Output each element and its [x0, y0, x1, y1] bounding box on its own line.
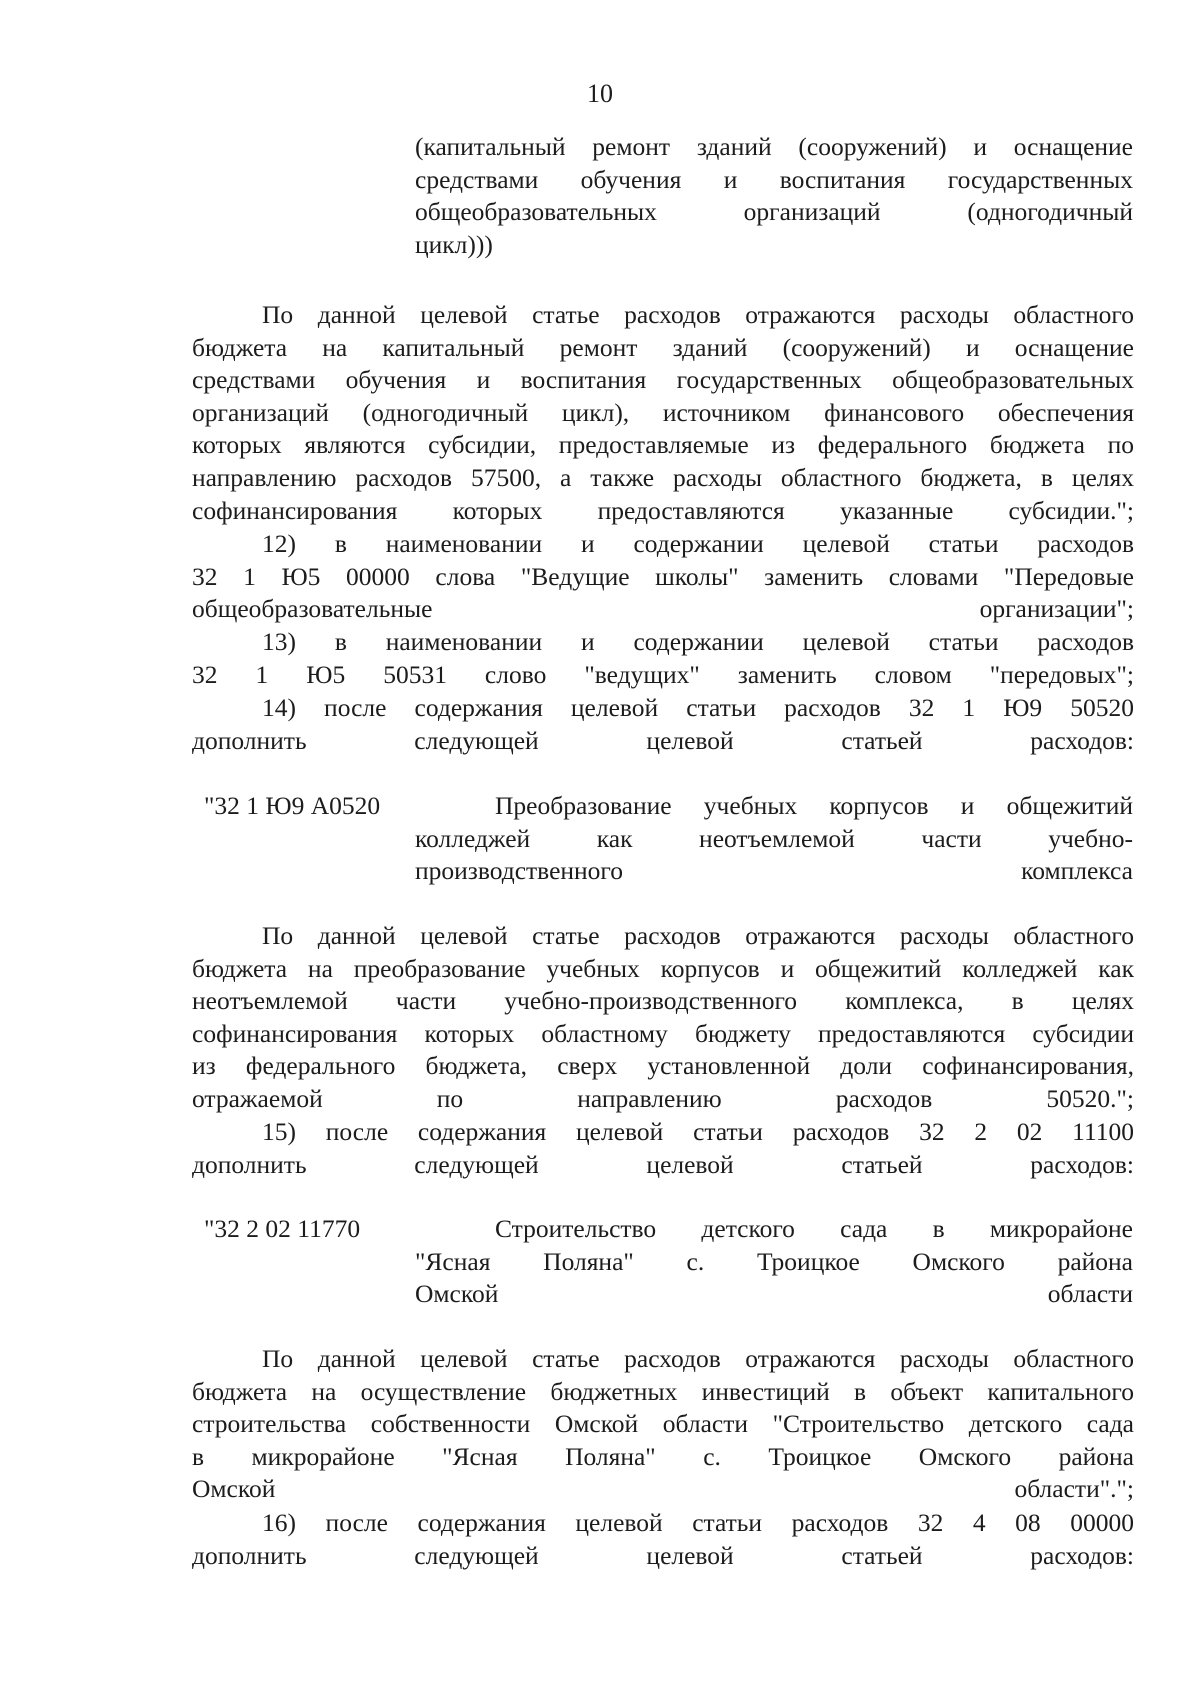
- text-line: отражаемой по направлению расходов 50520.";: [192, 1083, 1134, 1113]
- expense-code: "32 1 Ю9 А0520: [204, 791, 381, 820]
- text-line: общеобразовательные организации";: [192, 594, 1134, 624]
- text-line: 15) после содержания целевой статьи расходов 32 2 02 11100: [262, 1117, 1134, 1146]
- text-line: организаций (одногодичный цикл), источником финансового обеспечения: [192, 397, 1134, 427]
- text-line: средствами обучения и воспитания государственных общеобразовательных: [192, 365, 1134, 395]
- text-line: Омской области".";: [192, 1474, 1134, 1504]
- text-line: бюджета на осуществление бюджетных инвестиций в объект капитального: [192, 1376, 1134, 1406]
- text-line: Омской области: [415, 1279, 1133, 1309]
- text-line: дополнить следующей целевой статьей расходов:: [192, 1540, 1134, 1570]
- text-line: направлению расходов 57500, а также расходы областного бюджета, в целях: [192, 462, 1134, 492]
- text-line: Строительство детского сада в микрорайоне: [495, 1214, 1133, 1243]
- paragraph-description-3: [192, 1343, 1134, 1506]
- amendment-item-16: [192, 1507, 1134, 1572]
- text-line: строительства собственности Омской области "Строительство детского сада: [192, 1409, 1134, 1439]
- text-line: общеобразовательных организаций (одногодичный: [415, 197, 1133, 227]
- text-line: (капитальный ремонт зданий (сооружений) и оснащение: [415, 132, 1133, 161]
- text-line: дополнить следующей целевой статьей расходов:: [192, 725, 1134, 755]
- text-line: 16) после содержания целевой статьи расходов 32 4 08 00000: [262, 1508, 1134, 1537]
- amendment-item-12: [192, 528, 1134, 626]
- expense-title: [415, 790, 1133, 888]
- text-line: софинансирования которых предоставляются указанные субсидии.";: [192, 495, 1134, 525]
- text-line: 32 1 Ю5 50531 слово "ведущих" заменить словом "передовых";: [192, 659, 1134, 689]
- text-line: из федерального бюджета, сверх установленной доли софинансирования,: [192, 1051, 1134, 1081]
- text-line: производственного комплекса: [415, 856, 1133, 886]
- text-line: По данной целевой статье расходов отражаются расходы областного: [262, 1344, 1134, 1373]
- text-line: средствами обучения и воспитания государственных: [415, 164, 1133, 194]
- text-line: По данной целевой статье расходов отражаются расходы областного: [262, 300, 1134, 329]
- text-line: 12) в наименовании и содержании целевой статьи расходов: [262, 529, 1134, 558]
- amendment-item-15: [192, 1116, 1134, 1181]
- expense-title: [415, 1213, 1133, 1311]
- text-line: бюджета на преобразование учебных корпусов и общежитий колледжей как: [192, 953, 1134, 983]
- amendment-item-14: [192, 692, 1134, 757]
- text-line: которых являются субсидии, предоставляемые из федерального бюджета по: [192, 430, 1134, 460]
- heading-continuation: [415, 131, 1133, 261]
- text-line: в микрорайоне "Ясная Поляна" с. Троицкое Омского района: [192, 1441, 1134, 1471]
- text-line: Преобразование учебных корпусов и общежитий: [495, 791, 1133, 820]
- text-line: "Ясная Поляна" с. Троицкое Омского района: [415, 1246, 1133, 1276]
- text-line: 14) после содержания целевой статьи расходов 32 1 Ю9 50520: [262, 693, 1134, 722]
- expense-code: "32 2 02 11770: [204, 1214, 361, 1243]
- text-line: По данной целевой статье расходов отражаются расходы областного: [262, 921, 1134, 950]
- paragraph-description-2: [192, 920, 1134, 1116]
- page-number: 10: [587, 79, 613, 108]
- text-line: цикл))): [415, 229, 493, 259]
- paragraph-description-1: [192, 299, 1134, 527]
- text-line: неотъемлемой части учебно-производственного комплекса, в целях: [192, 986, 1134, 1016]
- amendment-item-13: [192, 626, 1134, 691]
- text-line: 32 1 Ю5 00000 слова "Ведущие школы" заменить словами "Передовые: [192, 561, 1134, 591]
- text-line: колледжей как неотъемлемой части учебно-: [415, 823, 1133, 853]
- text-line: 13) в наименовании и содержании целевой статьи расходов: [262, 627, 1134, 656]
- text-line: бюджета на капитальный ремонт зданий (сооружений) и оснащение: [192, 332, 1134, 362]
- text-line: софинансирования которых областному бюджету предоставляются субсидии: [192, 1018, 1134, 1048]
- text-line: дополнить следующей целевой статьей расходов:: [192, 1149, 1134, 1179]
